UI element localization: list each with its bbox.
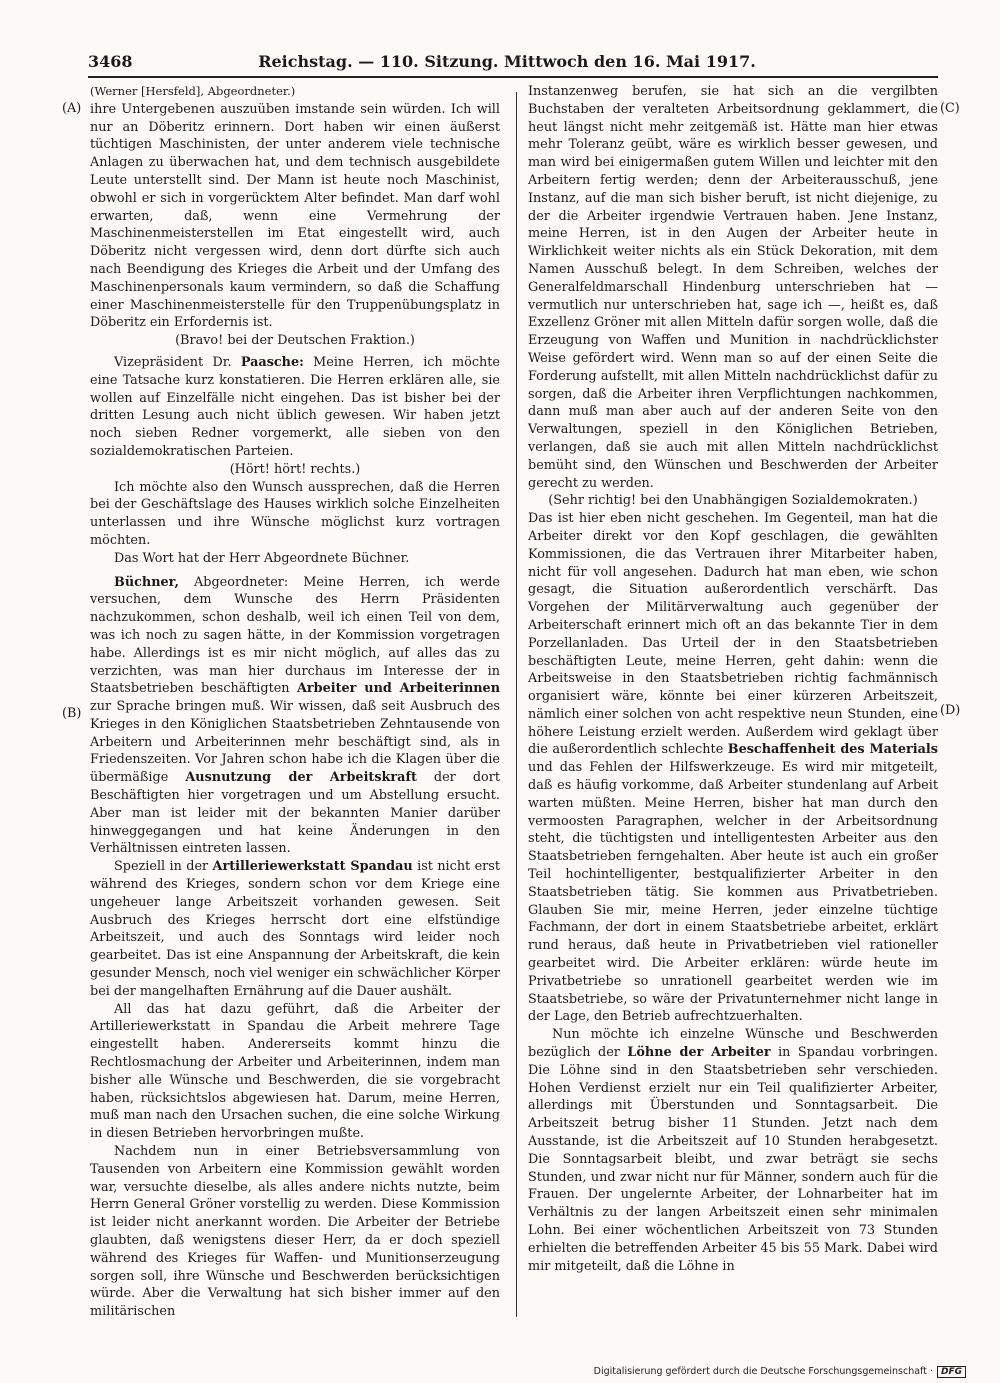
speaker-attribution: (Werner [Hersfeld], Abgeordneter.) <box>90 84 296 98</box>
reaction: (Sehr richtig! bei den Unabhängigen Sozialdemokraten.) <box>548 493 918 509</box>
paragraph: ihre Untergebenen auszuüben imstande sein würden. Ich will nur an Döberitz erinnern. Dort haben wir einen äußerst tüchtigen Maschinisten, der unter anderem viele technische Anlagen zu überwachen hat, und dem technisch ausgebildete Leute unterstellt sind. Der Mann ist heute noch Maschinist, obwohl er sich in vorgerücktem Alter befindet. Man darf wohl erwarten, daß, wenn eine Vermehrung der Maschinenmeisterstellen im Etat eingestellt wird, auch Döberitz nicht vergessen wird, denn dort dürfte sich auch nach Beendigung des Krieges die Arbeit und der Umfang des Maschinenpersonals kaum vermindern, so daß die Schaffung einer Maschinenmeisterstelle für den Truppenübungsplatz in Döberitz ein Erfordernis ist. <box>90 101 500 331</box>
running-head: Reichstag. — 110. Sitzung. Mittwoch den 16. Mai 1917. <box>258 52 756 71</box>
speaker-title: Vizepräsident Dr. <box>114 354 241 370</box>
paragraph-text: ist nicht erst während des Krieges, sondern schon vor dem Kriege eine ungeheuer lange Arbeitszeit vorhanden gewesen. Seit Ausbruch des Krieges herrscht dort eine elfstündige Arbeitszeit, und auch des Sonntags wird leider noch gearbeitet. Das ist eine Anspannung der Arbeitskraft, die kein gesunder Mensch, noch viel weniger ein schwächlicher Körper bei der mangelhaften Ernährung auf die Dauer aushält. <box>90 859 501 999</box>
margin-mark-b: (B) <box>62 706 82 721</box>
footer-text: Digitalisierung gefördert durch die Deutsche Forschungsgemeinschaft · <box>593 1366 933 1377</box>
paragraph: Ich möchte also den Wunsch aussprechen, daß die Herren bei der Geschäftslage des Hauses wirklich solche Einzelheiten unterlassen und ihre Wünsche möglichst kurz vortragen möchten. <box>90 479 500 548</box>
paragraph-text: Speziell in der <box>114 859 213 875</box>
reaction: (Bravo! bei der Deutschen Fraktion.) <box>175 333 415 349</box>
paragraph <box>90 354 500 461</box>
paragraph-text: Nun möchte ich einzelne Wünsche und Beschwerden bezüglich der <box>528 1027 938 1061</box>
paragraph-text: Das ist hier eben nicht geschehen. Im Gegenteil, man hat die Arbeiter direkt vor den Kopf geschlagen, die gewählten Kommissionen, die das Vertrauen ihrer Mitarbeiter haben, nicht für voll angesehen. Dadurch hat man eben, wie schon gesagt, die Situation außerordentlich verschärft. Das Vorgehen der Militärverwaltung auch gegenüber der Arbeiterschaft erinnert mich oft an das bekannte Tier in dem Porzellanladen. Das Urteil der in den Staatsbetrieben beschäftigten Leute, meine Herren, geht dahin: wenn die Arbeitsweise in den Staatsbetrieben richtig fachmännisch organisiert wäre, könnte bei einer kürzeren Arbeitszeit, nämlich einer solchen von acht respektive neun Stunden, eine höhere Leistung erzielt werden. Außerdem wird geklagt über die außerordentlich schlechte <box>528 511 938 758</box>
margin-mark-a: (A) <box>62 101 82 116</box>
page-header <box>88 52 926 74</box>
reaction: (Hört! hört! rechts.) <box>229 461 361 477</box>
left-column <box>90 83 500 1321</box>
paragraph <box>90 858 500 1000</box>
header-rule <box>88 76 938 78</box>
paragraph-text: und das Fehlen der Hilfswerkzeuge. Es wird mir mitgeteilt, daß es häufig vorkomme, daß Arbeiter stundenlang auf Arbeit warten müßten. Meine Herren, bisher hat man durch den vermoosten Paragraphen, welcher in der Arbeitsordnung steht, die tüchtigsten und intelligentesten Arbeiter aus den Staatsbetrieben ferngehalten. Aber heute ist auch ein großer Teil hochintelligenter, bestqualifizierter Arbeiter in den Staatsbetrieben tätig. Sie kommen aus Privatbetrieben. Glauben Sie mir, meine Herren, jeder einzelne tüchtige Fachmann, der dort in einem Staatsbetriebe arbeitet, erklärt rund heraus, daß heute in Privatbetrieben viel rationeller gearbeitet wird. Die Arbeiter erklären: würde heute im Privatbetriebe so unrationell gearbeitet werden wie im Staatsbetriebe, so wäre der Privatunternehmer nicht lange in der Lage, den Betrieb aufrechtzuerhalten. <box>528 760 938 1025</box>
margin-mark-c: (C) <box>940 101 960 116</box>
paragraph <box>528 510 938 1026</box>
emphasis: Beschaffenheit des Materials <box>727 742 938 758</box>
speaker-name: Büchner, <box>114 574 179 590</box>
emphasis: Löhne der Arbeiter <box>627 1045 771 1061</box>
paragraph: All das hat dazu geführt, daß die Arbeiter der Artilleriewerkstatt in Spandau die Arbeit mehrere Tage eingestellt haben. Andererseits kommt hinzu die Rechtlosmachung der Arbeiter und Arbeiterinnen, indem man bisher alle Wünsche und Beschwerden, die sie vorgebracht haben, rücksichtslos abgewiesen hat. Darum, meine Herren, muß man nach den Ursachen suchen, die eine solche Wirkung in diesen Betrieben hervorbringen mußte. <box>90 1001 500 1142</box>
footer-credit <box>594 1366 966 1378</box>
margin-mark-d: (D) <box>940 703 961 718</box>
paragraph-text: Abgeordneter: Meine Herren, ich werde versuchen, dem Wunsche des Herrn Präsidenten nachzukommen, schon deshalb, weil ich einen Teil von dem, was ich noch zu sagen hätte, in der Kommission vorgetragen habe. Allerdings ist es mir nicht möglich, auf alles das zu verzichten, was man hier durchaus im Interesse der in Staatsbetrieben beschäftigten <box>90 574 500 697</box>
paragraph: Nachdem nun in einer Betriebsversammlung von Tausenden von Arbeitern eine Kommission gewählt worden war, versuchte dieselbe, als alles andere nichts nutzte, beim Herrn General Gröner vorstellig zu werden. Diese Kommission ist leider nicht anerkannt worden. Die Arbeiter der Betriebe glaubten, daß wenigstens dieser Herr, da er doch speziell während des Krieges für Waffen- und Munitionserzeugung sorgen soll, ihre Wünsche und Beschwerden berücksichtigen würde. Aber die Verwaltung hat sich bisher immer auf den militärischen <box>90 1144 500 1320</box>
paragraph-text: der dort Beschäftigten hier vorgetragen und um Abstellung ersucht. Aber man ist leider mit der bekannten Manier darüber hinweggegangen und hat keine Änderungen in den Verhältnissen eintreten lassen. <box>90 770 500 857</box>
paragraph: Das Wort hat der Herr Abgeordnete Büchner. <box>114 550 410 566</box>
right-column <box>528 83 938 1275</box>
column-divider <box>516 92 517 1317</box>
paragraph: Instanzenweg berufen, sie hat sich an die vergilbten Buchstaben der veralteten Arbeitsordnung geklammert, die heut längst nicht mehr zeitgemäß ist. Hätte man hier etwas mehr Toleranz geübt, wäre es wirklich besser gewesen, und man wird bei einigermaßen gutem Willen und leichter mit den Arbeitern fertig werden; denn der Arbeiterausschuß, jene Instanz, auf die man sich bisher beruft, ist nicht diejenige, zu der die Arbeiter irgendwie Vertrauen haben. Jene Instanz, meine Herren, ist in den Augen der Arbeiter heute in Wirklichkeit weiter nichts als ein Stück Dekoration, mit dem Namen Ausschuß belegt. In dem Schreiben, welches der Generalfeldmarschall Hindenburg unterschrieben hat — vermutlich nur unterschrieben hat, sage ich —, heißt es, daß Exzellenz Gröner mit allen Mitteln dafür sorgen wolle, daß die Erzeugung von Waffen und Munition in nachdrücklichster Weise gefördert wird. Wenn man so auf der einen Seite die Forderung aufstellt, mit allen Mitteln nachdrücklichst dafür zu sorgen, daß die Arbeiter ihren Verpflichtungen nachkommen, dann muß man aber auch auf der anderen Seite von den Verwaltungen, speziell in den Königlichen Betrieben, verlangen, daß sie auch mit allen Mitteln nachdrücklichst bemüht sind, den Wünschen und Beschwerden der Arbeiter gerecht zu werden. <box>528 84 938 491</box>
paragraph <box>528 1026 938 1275</box>
emphasis: Artilleriewerkstatt Spandau <box>212 859 413 875</box>
emphasis: Arbeiter und Arbeiterinnen <box>297 681 501 697</box>
paragraph-text: in Spandau vorbringen. Die Löhne sind in den Staatsbetrieben sehr verschieden. Hohen Verdienst erzielt nur ein Teil qualifizierter Arbeiter, allerdings mit Überstunden und Sonntagsarbeit. Die Arbeitszeit betrug bisher 11 Stunden. Jetzt nach dem Ausstande, ist die Arbeitszeit auf 10 Stunden herabgesetzt. Die Sonntagsarbeit bleibt, und zwar beträgt sie sechs Stunden, und zwar nicht nur für Männer, sondern auch für die Frauen. Der ungelernte Arbeiter, der Lohnarbeiter hat im Verhältnis zu der langen Arbeitszeit einen sehr minimalen Lohn. Bei einer wöchentlichen Arbeitszeit von 73 Stunden erhielten die betreffenden Arbeiter 45 bis 55 Mark. Dabei wird mir mitgeteilt, daß die Löhne in <box>528 1045 939 1274</box>
dfg-logo: DFG <box>937 1366 966 1378</box>
paragraph-text: Meine Herren, ich möchte eine Tatsache kurz konstatieren. Die Herren erklären alle, sie wollen auf Einzelfälle nicht eingehen. Das ist bisher bei der dritten Lesung auch nicht üblich gewesen. Wir haben jetzt noch sieben Redner vorgemerkt, alle sieben von den sozialdemokratischen Parteien. <box>90 354 500 459</box>
paragraph <box>90 574 500 859</box>
emphasis: Ausnutzung der Arbeitskraft <box>185 770 417 786</box>
speaker-name: Paasche: <box>240 354 304 370</box>
paragraph-text: zur Sprache bringen muß. Wir wissen, daß seit Ausbruch des Krieges in den Königlichen Staatsbetrieben Zehntausende von Arbeitern und Arbeiterinnen mehr beschäftigt sind, als in Friedenszeiten. Vor Jahren schon habe ich die Klagen über die übermäßige <box>90 699 500 786</box>
page-number: 3468 <box>88 52 133 71</box>
